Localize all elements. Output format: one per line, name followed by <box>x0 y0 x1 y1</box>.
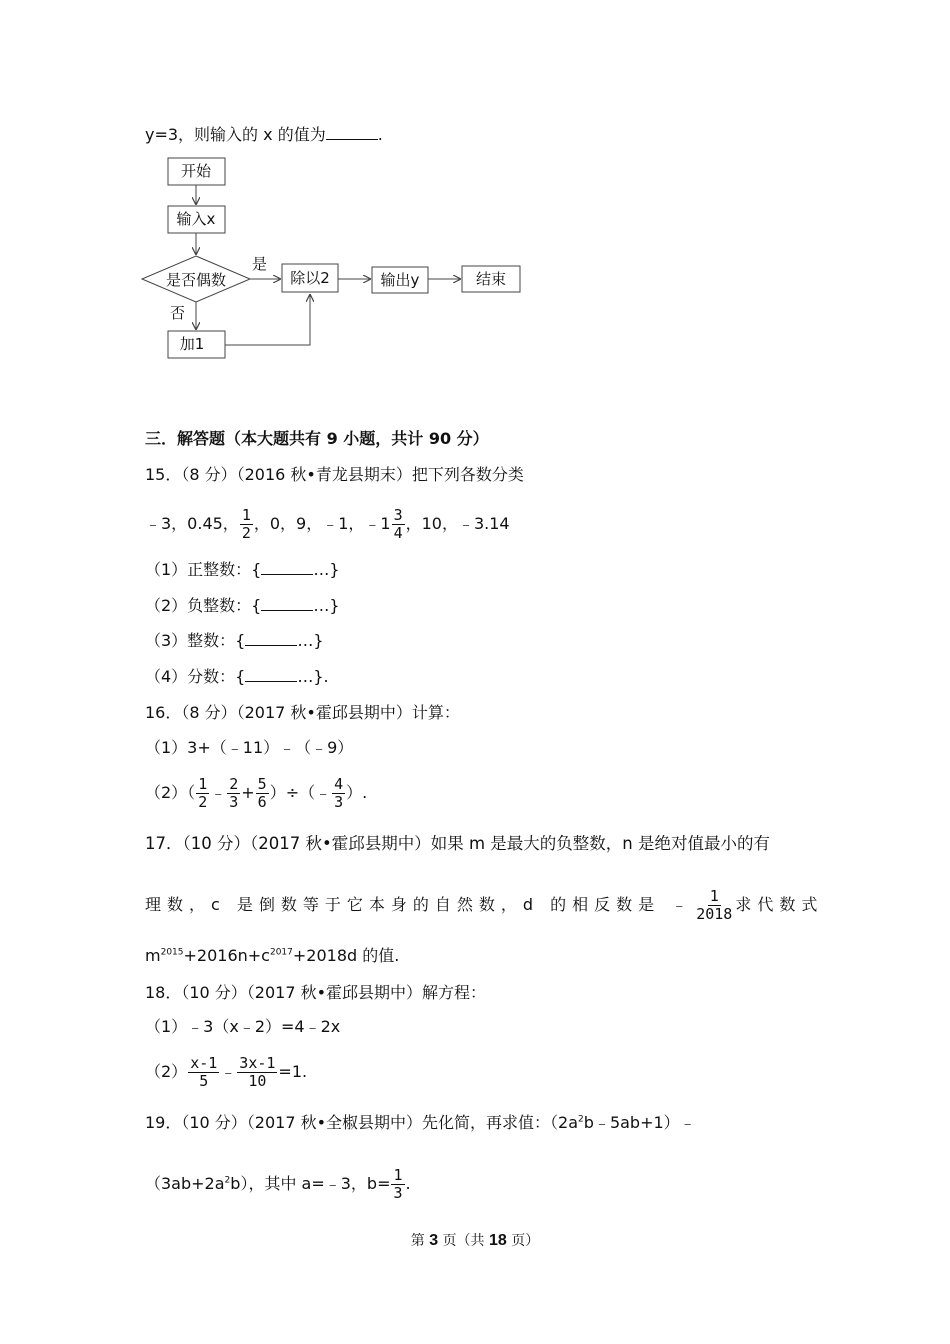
answer-blank <box>245 667 297 682</box>
fraction: $\frac{x-1}{5}$ <box>190 1054 218 1090</box>
q17-line3: $m^{2015}+2016n+c^{2017}+2018d$ 的值. <box>145 946 400 965</box>
flow-yes-label: 是 <box>252 255 268 273</box>
answer-blank <box>326 125 378 140</box>
fraction: $\frac{1}{2018}$ <box>696 887 733 923</box>
page-footer: 第 3 页（共 18 页） <box>410 1232 540 1249</box>
q15-part1: （1）正整数：{ …} <box>145 560 340 579</box>
fraction: $\frac{2}{3}$ <box>229 775 239 811</box>
answer-blank <box>261 560 313 575</box>
q19-line2: $(3ab+2a^2b)$，其中 a=﹣3，b= $\frac{1}{3}$ . <box>145 1166 411 1202</box>
fraction: $\frac{1}{2}$ <box>198 775 208 811</box>
fraction: $\frac{3x-1}{10}$ <box>239 1054 276 1090</box>
q17-line2: 理数，c 是倒数等于它本身的自然数，d 的相反数是 ﹣ $\frac{1}{2018}$ 求代数式 <box>145 887 824 923</box>
q17-line1: 17．（10 分）（2017 秋•霍邱县期中）如果 m 是最大的负整数，n 是绝对值最小的有 <box>145 834 770 853</box>
q15-part4: （4）分数：{ …}. <box>145 667 329 686</box>
q15-part3: （3）整数：{ …} <box>145 631 324 650</box>
q19-line1: 19．（10 分）（2017 秋•全椒县期中）先化简，再求值：$(2a^2b﹣5ab+1)﹣$ <box>145 1113 696 1132</box>
section-title: 三．解答题（本大题共有 9 小题，共计 90 分） <box>145 429 489 448</box>
fraction: $\frac{1}{3}$ <box>393 1166 403 1202</box>
fraction: $\frac{4}{3}$ <box>334 775 344 811</box>
flow-output-text: 输出y <box>380 271 420 289</box>
flow-decision-text: 是否偶数 <box>165 271 227 289</box>
fraction: $\frac{1}{2}$ <box>241 506 251 542</box>
q15-part2: （2）负整数：{ …} <box>145 596 340 615</box>
fraction: $\frac{3}{4}$ <box>393 506 403 542</box>
flow-add-text: 加1 <box>179 335 205 353</box>
flow-no-label: 否 <box>170 304 186 322</box>
q16-part2: （2）（ $\frac{1}{2}$ ﹣ $\frac{2}{3}$ + $\frac{5}{6}$ ）÷（﹣ $\frac{4}{3}$ ）. <box>145 775 368 811</box>
q14-tail: y=3，则输入的 x 的值为 . <box>145 125 383 144</box>
q18-stem: 18．（10 分）（2017 秋•霍邱县期中）解方程： <box>145 983 487 1002</box>
flow-end-text: 结束 <box>475 270 507 288</box>
q18-part2: （2） $\frac{x-1}{5}$ ﹣ $\frac{3x-1}{10}$ =1. <box>145 1054 308 1090</box>
flow-input-text: 输入x <box>176 210 216 228</box>
q15-stem: 15．（8 分）（2016 秋•青龙县期末）把下列各数分类 <box>145 465 524 484</box>
q16-part1: （1）3+（﹣11）﹣（﹣9） <box>145 738 354 757</box>
q15-numbers: ﹣3，0.45， $\frac{1}{2}$ ，0，9，﹣1，﹣1 $\frac{3}{4}$ ，10，﹣3.14 <box>145 506 510 542</box>
answer-blank <box>261 596 313 611</box>
flow-start-text: 开始 <box>180 162 212 180</box>
page-number: 3 <box>429 1232 439 1249</box>
fraction: $\frac{5}{6}$ <box>257 775 267 811</box>
flow-divide-text: 除以2 <box>290 269 330 287</box>
flowchart <box>140 152 530 367</box>
q16-stem: 16．（8 分）（2017 秋•霍邱县期中）计算： <box>145 703 460 722</box>
answer-blank <box>245 631 297 646</box>
q18-part1: （1）﹣3（x﹣2）=4﹣2x <box>145 1017 341 1036</box>
page-total: 18 <box>489 1232 507 1249</box>
